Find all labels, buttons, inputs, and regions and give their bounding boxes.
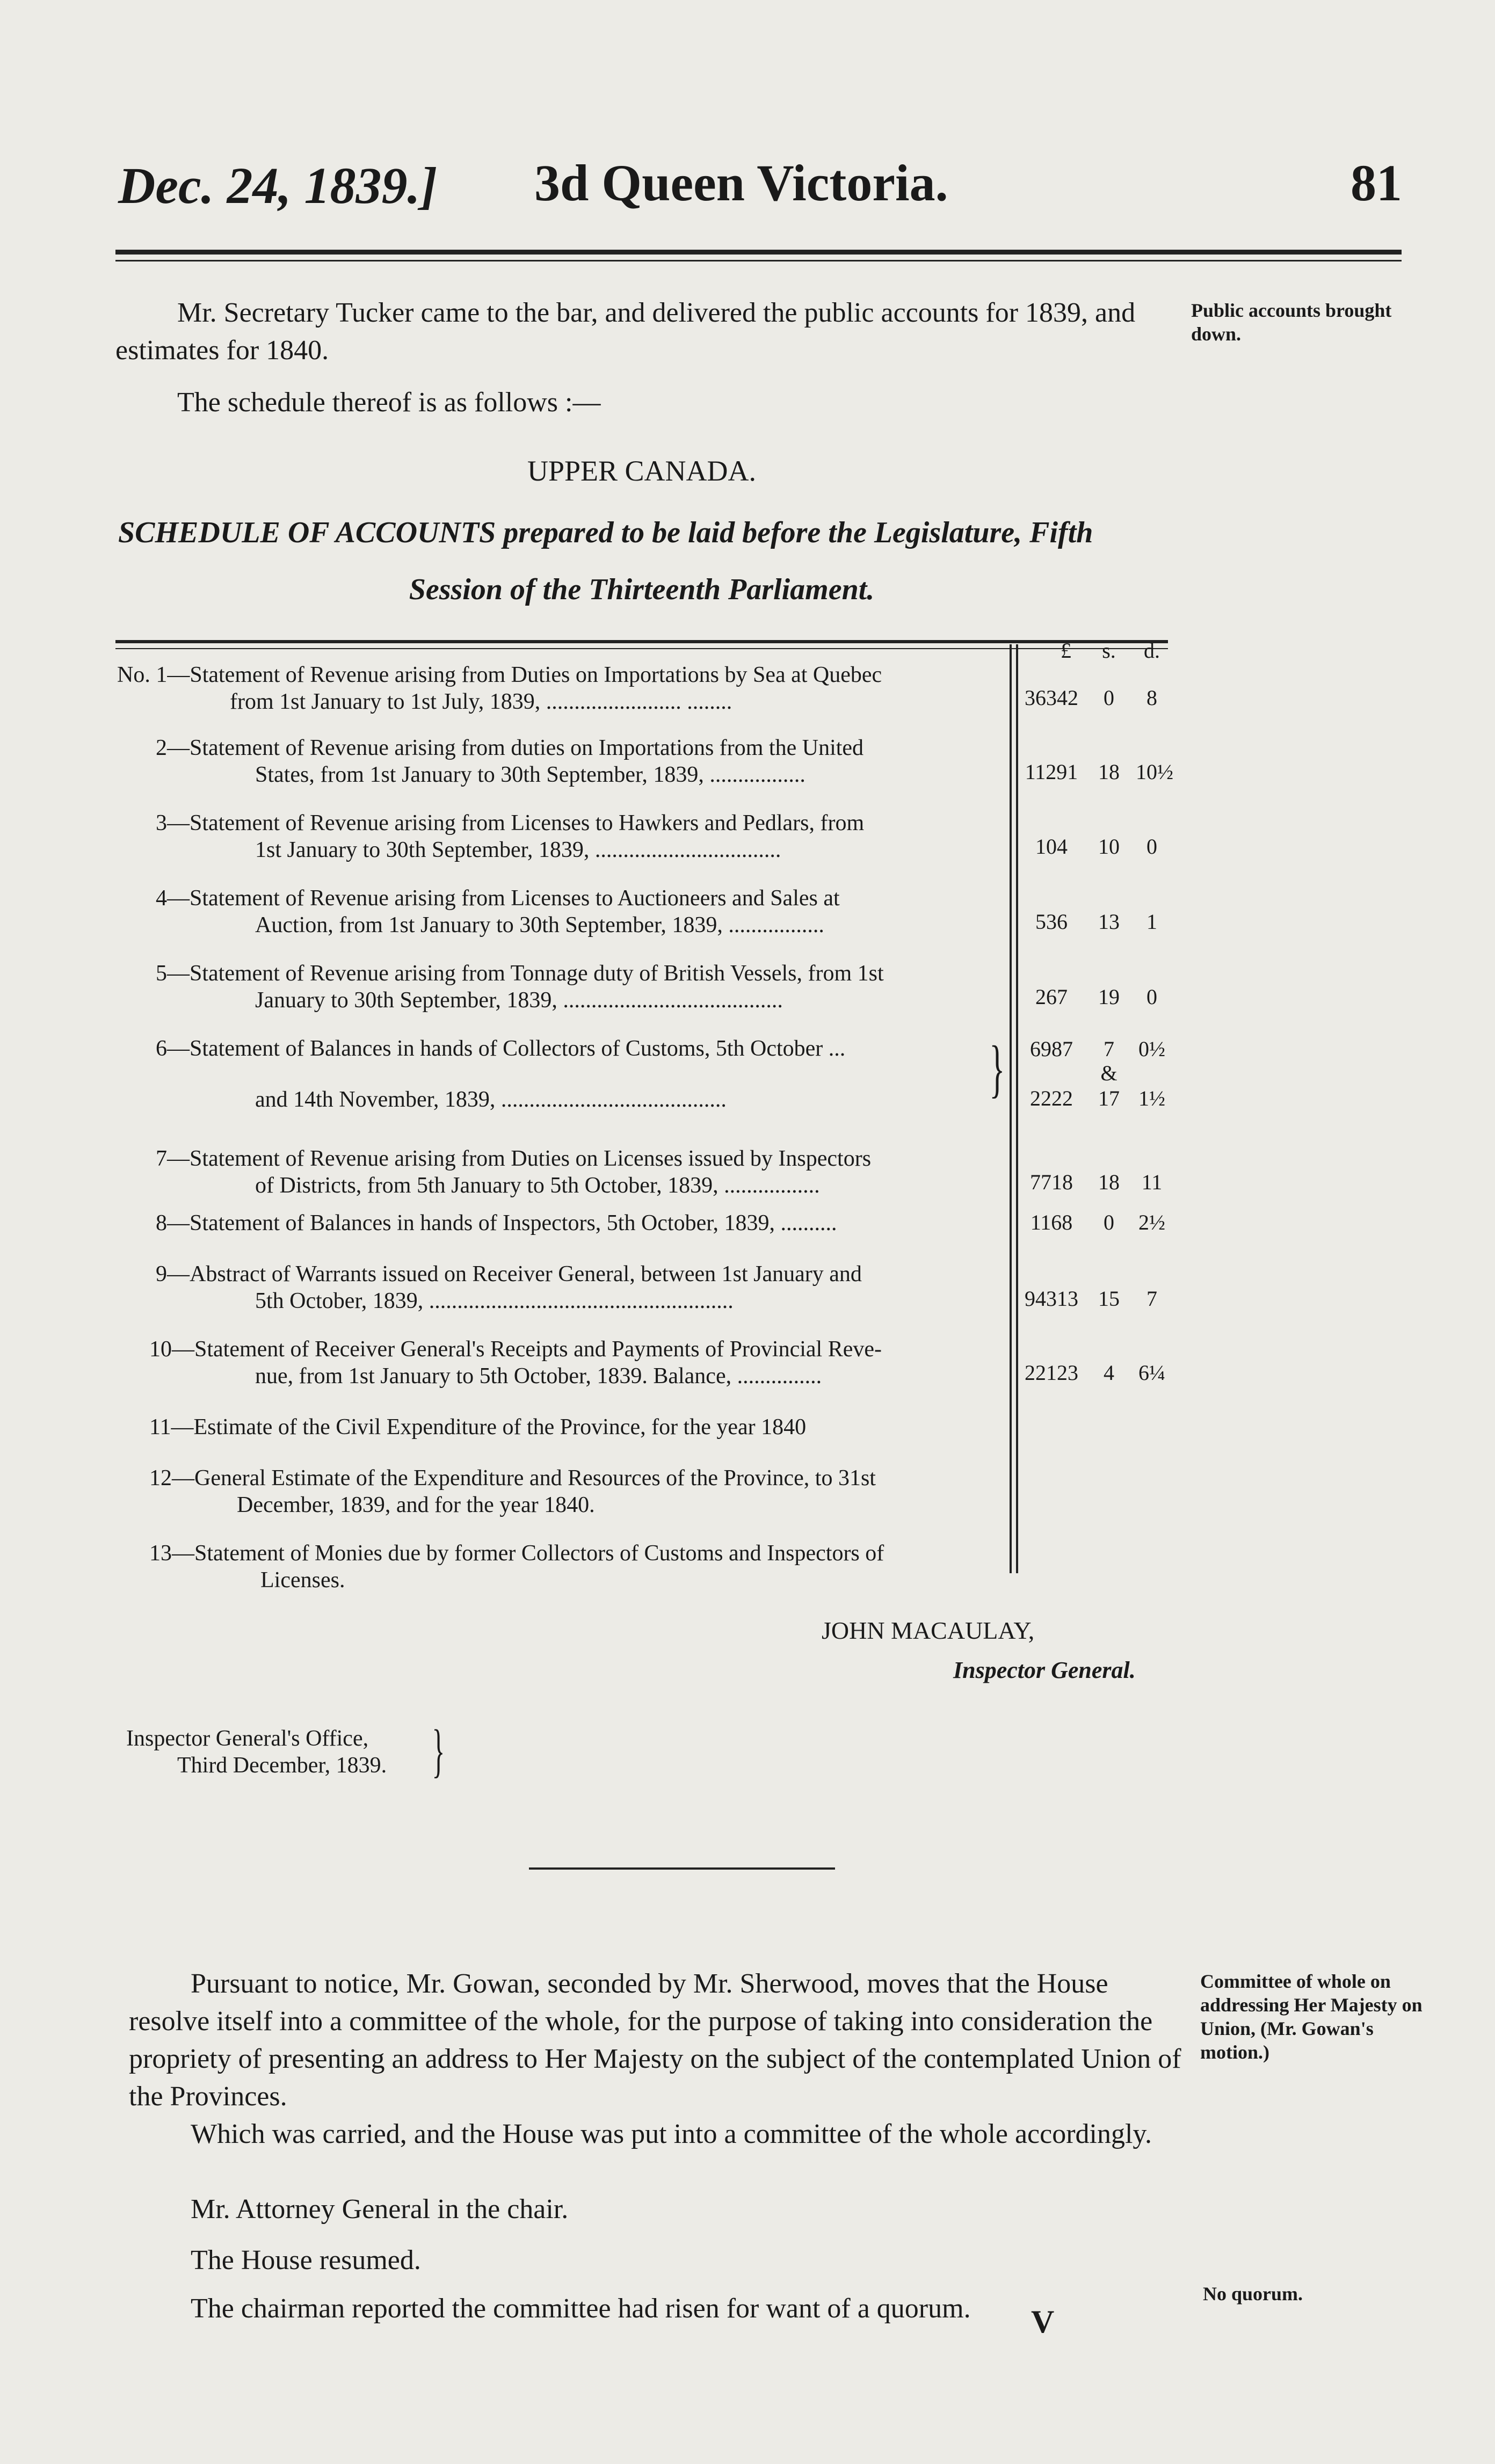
item-number: 13—: [149, 1541, 194, 1566]
item-text-line1: Statement of Monies due by former Collectors of Customs and Inspectors of: [194, 1541, 884, 1566]
signature-title: Inspector General.: [953, 1657, 1136, 1683]
margin-note-committee: Committee of whole on addressing Her Majesty on Union, (Mr. Gowan's motion.): [1200, 1971, 1423, 2063]
header-rule-thin: [115, 260, 1402, 261]
resumed-line: The House resumed.: [191, 2245, 421, 2276]
item-number: 11—: [149, 1415, 194, 1440]
header-session: 3d Queen Victoria.: [534, 154, 948, 212]
item-text-line1: Statement of Revenue arising from Duties on Licenses issued by Inspectors: [190, 1146, 872, 1171]
signature-mark: V: [1031, 2304, 1055, 2339]
item-text-line2: and 14th November, 1839, ........................................: [255, 1087, 727, 1112]
margin-note-public-accounts: Public accounts brought down.: [1191, 300, 1392, 345]
item-text-line1: Statement of Revenue arising from duties on Importations from the United: [190, 736, 864, 760]
intro-paragraph: Mr. Secretary Tucker came to the bar, and delivered the public accounts for 1839, and estimates for 1840.: [115, 297, 1136, 366]
item-text-line1: Statement of Revenue arising from Duties on Importations by Sea at Quebec: [190, 663, 882, 687]
amount-pounds: 104: [1035, 834, 1068, 859]
schedule-item-1: [117, 662, 1008, 715]
office-line2: Third December, 1839.: [177, 1753, 387, 1778]
schedule-item-8: [156, 1210, 1010, 1237]
amount-shillings: 18: [1098, 760, 1120, 784]
amount-pounds: 11291: [1025, 760, 1078, 784]
amount-pence: 10½: [1136, 760, 1173, 784]
amount-pence: 0: [1146, 985, 1157, 1009]
amount-shillings: 0: [1104, 1210, 1114, 1234]
item-text-line1: Estimate of the Civil Expenditure of the Province, for the year 1840: [193, 1415, 807, 1440]
col-shillings: s.: [1102, 638, 1116, 663]
amount-pounds: 7718: [1030, 1170, 1073, 1194]
item-text-line2: nue, from 1st January to 5th October, 1839. Balance, ...............: [255, 1364, 822, 1389]
amount-pence: 2½: [1138, 1210, 1165, 1234]
amount-pounds: 94313: [1025, 1286, 1078, 1311]
item-text-line1: Statement of Revenue arising from Tonnage duty of British Vessels, from 1st: [190, 961, 884, 986]
schedule-item-13: [149, 1540, 1008, 1594]
amount-ampersand: &: [1100, 1061, 1117, 1085]
reported-line: The chairman reported the committee had risen for want of a quorum.: [191, 2293, 971, 2324]
amount-pence: 8: [1146, 686, 1157, 710]
item-text-line2: Licenses.: [260, 1568, 345, 1593]
amount-pence: 7: [1146, 1286, 1157, 1311]
chair-line: Mr. Attorney General in the chair.: [191, 2194, 569, 2225]
amount-pounds: 22123: [1025, 1361, 1078, 1385]
header-date: Dec. 24, 1839.]: [118, 157, 438, 214]
col-pounds: £: [1061, 638, 1071, 663]
schedule-item-4: [156, 885, 1010, 939]
col-pence: d.: [1144, 638, 1160, 663]
schedule-title-line1: SCHEDULE OF ACCOUNTS prepared to be laid before the Legislature, Fifth: [118, 516, 1093, 549]
item-number: 12—: [149, 1466, 194, 1491]
amount-column-rule-inner: [1016, 644, 1018, 1573]
schedule-item-9: [156, 1261, 1010, 1314]
amount-pounds: 267: [1035, 985, 1068, 1009]
item-text-line2: December, 1839, and for the year 1840.: [237, 1493, 595, 1517]
schedule-item-2: [156, 735, 1010, 788]
item-text-line2: Auction, from 1st January to 30th September, 1839, .................: [255, 913, 824, 937]
signature-name: JOHN MACAULAY,: [822, 1617, 1035, 1644]
amount-pounds: 536: [1035, 910, 1068, 934]
amount-shillings: 19: [1098, 985, 1120, 1009]
page-number: 81: [1351, 154, 1402, 212]
item-number: 9—: [156, 1262, 190, 1286]
item-number: No. 1—: [117, 663, 190, 687]
amount-shillings: 10: [1098, 834, 1120, 859]
schedule-item-11: [149, 1414, 1008, 1441]
amount-shillings: 18: [1098, 1170, 1120, 1194]
header-rule: [115, 250, 1402, 255]
amount-pence: 0: [1146, 834, 1157, 859]
schedule-item-3: [156, 810, 1010, 863]
amount-pounds: 6987: [1030, 1037, 1073, 1061]
item-text-line2: from 1st January to 1st July, 1839, ........................ ........: [230, 689, 732, 714]
item-text-line1: General Estimate of the Expenditure and Resources of the Province, to 31st: [194, 1466, 876, 1491]
item-number: 7—: [156, 1146, 190, 1171]
office-line1: Inspector General's Office,: [126, 1726, 369, 1751]
amount-shillings: 15: [1098, 1286, 1120, 1311]
item-text-line2: of Districts, from 5th January to 5th October, 1839, .................: [255, 1173, 820, 1198]
amount-shillings: 7: [1104, 1037, 1114, 1061]
region-heading: UPPER CANADA.: [527, 455, 757, 487]
amount-column-rule: [1010, 644, 1012, 1573]
schedule-item-6-line2: [255, 1086, 1007, 1113]
carried-paragraph: Which was carried, and the House was put into a committee of the whole accordingly.: [191, 2119, 1152, 2149]
item-text-line1: Statement of Revenue arising from Licenses to Auctioneers and Sales at: [190, 886, 840, 911]
item-text-line2: States, from 1st January to 30th September, 1839, .................: [255, 762, 805, 787]
item-number: 5—: [156, 961, 190, 986]
amount-pence-2: 1½: [1138, 1086, 1165, 1110]
item-number: 2—: [156, 736, 190, 760]
amount-shillings-2: 17: [1098, 1086, 1120, 1110]
item-text-line1: Statement of Balances in hands of Collectors of Customs, 5th October ...: [190, 1036, 846, 1061]
schedule-item-6: [156, 1035, 1010, 1062]
amount-pence: 6¼: [1138, 1361, 1165, 1385]
motion-paragraph: Pursuant to notice, Mr. Gowan, seconded by Mr. Sherwood, moves that the House resolve itself into a committee of the whole, for the purpose of taking into consideration the propriety of presenting an address to Her Majesty on the subject of the contemplated Union of the Provinces.: [129, 1968, 1181, 2112]
schedule-intro: The schedule thereof is as follows :—: [177, 387, 601, 418]
brace-icon: }: [989, 1033, 1005, 1104]
item-text-line1: Statement of Balances in hands of Inspectors, 5th October, 1839, ..........: [190, 1211, 837, 1235]
amount-shillings: 0: [1104, 686, 1114, 710]
amount-pence: 1: [1146, 910, 1157, 934]
section-divider: [529, 1867, 835, 1870]
item-number: 8—: [156, 1211, 190, 1235]
amount-pounds: 1168: [1030, 1210, 1073, 1234]
item-text-line1: Abstract of Warrants issued on Receiver General, between 1st January and: [190, 1262, 862, 1286]
schedule-title-line2: Session of the Thirteenth Parliament.: [409, 573, 875, 606]
schedule-rule: [115, 640, 1168, 643]
item-number: 4—: [156, 886, 190, 911]
amount-shillings: 13: [1098, 910, 1120, 934]
item-number: 6—: [156, 1036, 190, 1061]
amount-shillings: 4: [1104, 1361, 1114, 1385]
item-text-line1: Statement of Receiver General's Receipts and Payments of Provincial Reve-: [194, 1337, 882, 1362]
item-text-line2: 5th October, 1839, ......................................................: [255, 1289, 734, 1313]
item-number: 10—: [149, 1337, 194, 1362]
amount-pounds: 36342: [1025, 686, 1078, 710]
margin-note-no-quorum: No quorum.: [1203, 2283, 1303, 2305]
amount-pence: 11: [1141, 1170, 1163, 1194]
item-text-line2: 1st January to 30th September, 1839, .................................: [255, 838, 781, 862]
schedule-item-7: [156, 1145, 1010, 1199]
office-brace-icon: }: [432, 1718, 445, 1783]
item-text-line2: January to 30th September, 1839, .......................................: [255, 988, 783, 1013]
item-number: 3—: [156, 811, 190, 835]
schedule-item-5: [156, 960, 1010, 1014]
schedule-item-10: [149, 1336, 1008, 1390]
amount-pence: 0½: [1138, 1037, 1165, 1061]
amount-pounds-2: 2222: [1030, 1086, 1073, 1110]
schedule-item-12: [149, 1465, 1008, 1518]
item-text-line1: Statement of Revenue arising from Licenses to Hawkers and Pedlars, from: [190, 811, 865, 835]
